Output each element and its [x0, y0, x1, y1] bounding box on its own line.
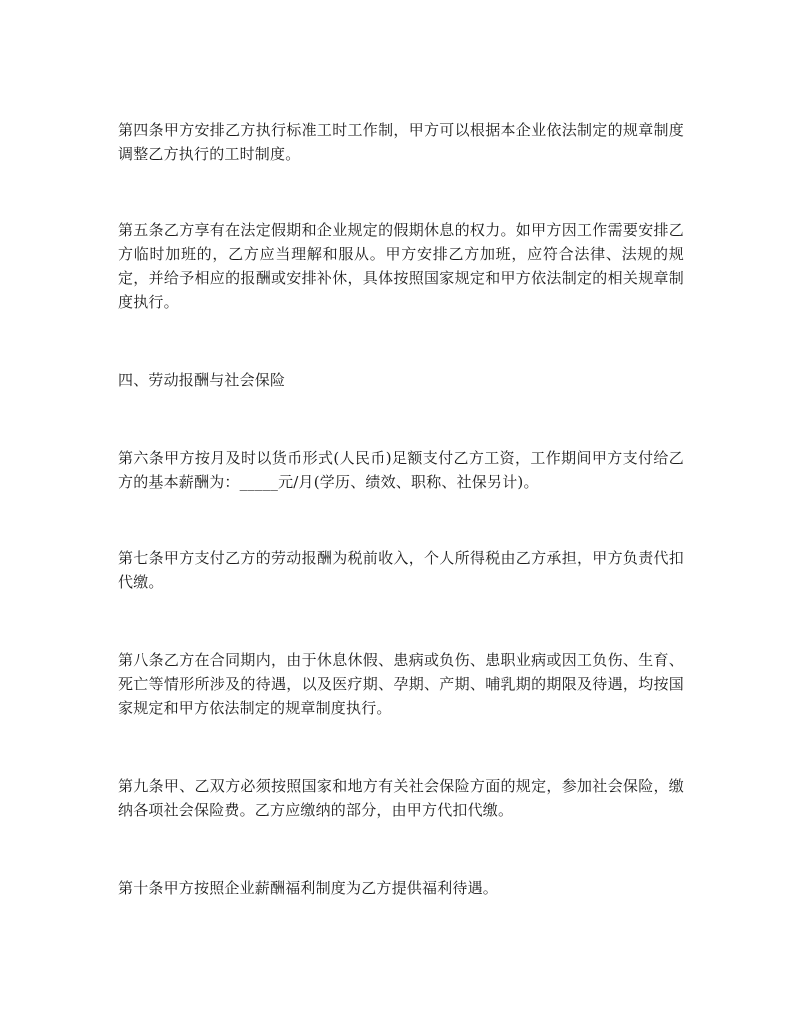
article-4-paragraph: 第四条甲方安排乙方执行标准工时工作制，甲方可以根据本企业依法制定的规章制度调整乙方执行的工时制度。 [118, 121, 684, 163]
article-7-paragraph: 第七条甲方支付乙方的劳动报酬为税前收入，个人所得税由乙方承担，甲方负责代扣代缴。 [118, 549, 684, 591]
article-10-paragraph: 第十条甲方按照企业薪酬福利制度为乙方提供福利待遇。 [118, 879, 499, 897]
article-5-paragraph: 第五条乙方享有在法定假期和企业规定的假期休息的权力。如甲方因工作需要安排乙方临时加班的，乙方应当理解和服从。甲方安排乙方加班，应符合法律、法规的规定，并给予相应的报酬或安排补休，具体按照国家规定和甲方依法制定的相关规章制度执行。 [118, 221, 684, 311]
article-6-paragraph: 第六条甲方按月及时以货币形式(人民币)足额支付乙方工资，工作期间甲方支付给乙方的基本薪酬为：_____元/月(学历、绩效、职称、社保另计)。 [118, 449, 684, 491]
article-9-paragraph: 第九条甲、乙双方必须按照国家和地方有关社会保险方面的规定，参加社会保险，缴纳各项社会保险费。乙方应缴纳的部分，由甲方代扣代缴。 [118, 777, 684, 819]
article-8-paragraph: 第八条乙方在合同期内，由于休息休假、患病或负伤、患职业病或因工负伤、生育、死亡等情形所涉及的待遇，以及医疗期、孕期、产期、哺乳期的期限及待遇，均按国家规定和甲方依法制定的规章制度执行。 [118, 651, 684, 717]
section-4-heading: 四、劳动报酬与社会保险 [118, 371, 286, 389]
